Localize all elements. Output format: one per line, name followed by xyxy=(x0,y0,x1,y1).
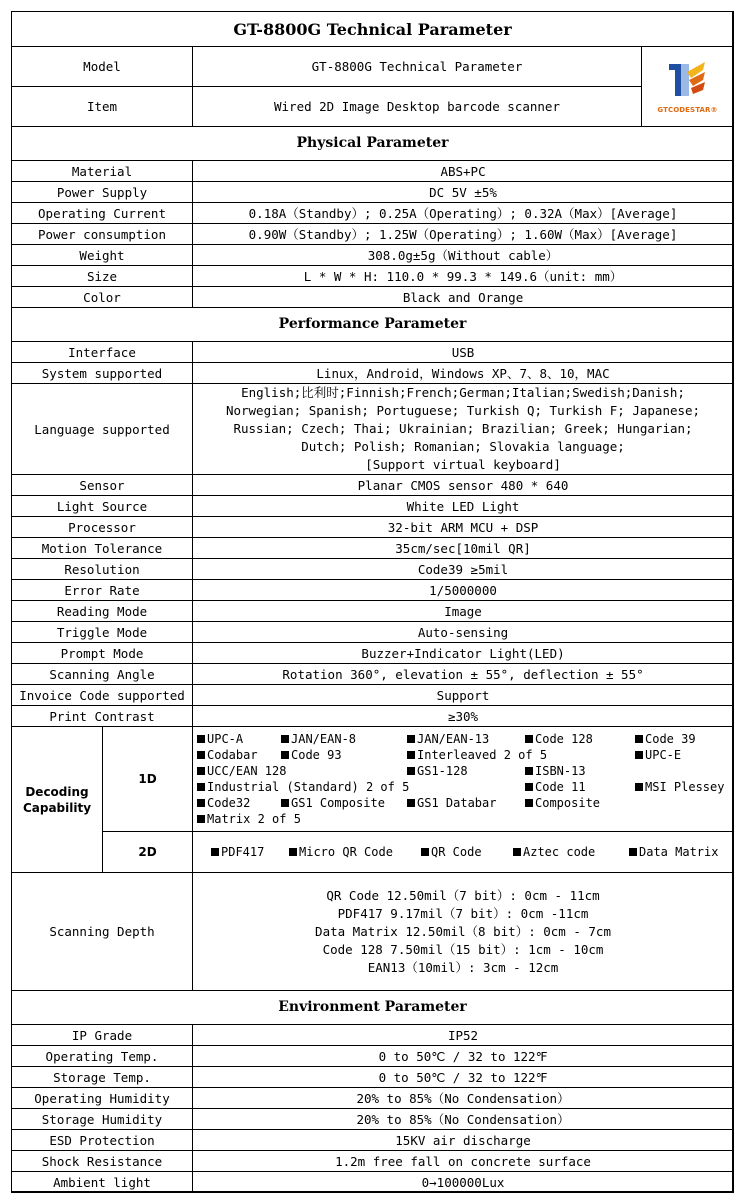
code-2d-item: Micro QR Code xyxy=(289,843,393,861)
row-value: 1.2m free fall on concrete surface xyxy=(193,1151,734,1172)
item-value: Wired 2D Image Desktop barcode scanner xyxy=(193,87,642,127)
row-label: Sensor xyxy=(12,475,193,496)
decoding-label: Decoding Capability xyxy=(12,727,103,873)
row-value: Code39 ≥5mil xyxy=(193,559,734,580)
depth-line: PDF417 9.17mil（7 bit）: 0cm -11cm xyxy=(337,905,589,921)
code-2d-item: PDF417 xyxy=(211,843,264,861)
language-label: Language supported xyxy=(12,384,193,475)
model-label: Model xyxy=(12,47,193,87)
row-label: Weight xyxy=(12,245,193,266)
model-value: GT-8800G Technical Parameter xyxy=(193,47,642,87)
code-1d-item: GS1-128 xyxy=(407,763,468,779)
language-line: [Support virtual keyboard] xyxy=(365,457,561,472)
code-1d-item: GS1 Composite xyxy=(281,795,385,811)
code-1d-item: UPC-E xyxy=(635,747,681,763)
row-value: DC 5V ±5% xyxy=(193,182,734,203)
row-label: Operating Current xyxy=(12,203,193,224)
language-line: English;比利时;Finnish;French;German;Italian;Swedish;Danish; xyxy=(241,385,685,400)
row-value: 308.0g±5g（Without cable） xyxy=(193,245,734,266)
interface-value: USB xyxy=(193,342,734,363)
row-label: Motion Tolerance xyxy=(12,538,193,559)
row-value: Buzzer+Indicator Light(LED) xyxy=(193,643,734,664)
code-1d-item: JAN/EAN-8 xyxy=(281,731,356,747)
row-value: L * W * H: 110.0 * 99.3 * 149.6（unit: mm） xyxy=(193,266,734,287)
row-value: ABS+PC xyxy=(193,161,734,182)
row-label: Processor xyxy=(12,517,193,538)
row-value: 20% to 85%（No Condensation） xyxy=(193,1088,734,1109)
row-label: Shock Resistance xyxy=(12,1151,193,1172)
row-value: 0 to 50℃ / 32 to 122℉ xyxy=(193,1046,734,1067)
row-label: Print Contrast xyxy=(12,706,193,727)
decoding-1d-label: 1D xyxy=(103,727,193,832)
row-label: Operating Humidity xyxy=(12,1088,193,1109)
code-1d-item: GS1 Databar xyxy=(407,795,496,811)
row-label: ESD Protection xyxy=(12,1130,193,1151)
row-label: Size xyxy=(12,266,193,287)
row-label: Storage Temp. xyxy=(12,1067,193,1088)
depth-line: Code 128 7.50mil（15 bit）: 1cm - 10cm xyxy=(322,941,604,957)
row-label: Scanning Angle xyxy=(12,664,193,685)
row-label: Light Source xyxy=(12,496,193,517)
interface-label: Interface xyxy=(12,342,193,363)
row-value: Auto-sensing xyxy=(193,622,734,643)
row-value: ≥30% xyxy=(193,706,734,727)
environment-heading: Environment Parameter xyxy=(12,991,734,1025)
depth-line: Data Matrix 12.50mil（8 bit）: 0cm - 7cm xyxy=(315,923,611,939)
code-1d-item: MSI Plessey xyxy=(635,779,724,795)
row-label: Operating Temp. xyxy=(12,1046,193,1067)
code-2d-item: QR Code xyxy=(421,843,482,861)
logo-wordmark: GTCODESTAR® xyxy=(657,105,718,114)
language-line: Dutch; Polish; Romanian; Slovakia language; xyxy=(301,439,625,454)
code-2d-item: Data Matrix xyxy=(629,843,718,861)
decoding-2d-label: 2D xyxy=(103,832,193,873)
system-value: Linux，Android，Windows XP、7、8、10，MAC xyxy=(193,363,734,384)
depth-label: Scanning Depth xyxy=(12,873,193,991)
row-value: 0→100000Lux xyxy=(193,1172,734,1193)
language-line: Russian; Czech; Thai; Ukrainian; Brazilian; Greek; Hungarian; xyxy=(233,421,693,436)
row-value: 0 to 50℃ / 32 to 122℉ xyxy=(193,1067,734,1088)
code-1d-item: Interleaved 2 of 5 xyxy=(407,747,547,763)
page-title: GT-8800G Technical Parameter xyxy=(12,12,734,47)
code-2d-item: Aztec code xyxy=(513,843,595,861)
row-value: 20% to 85%（No Condensation） xyxy=(193,1109,734,1130)
row-label: IP Grade xyxy=(12,1025,193,1046)
code-1d-item: Code 128 xyxy=(525,731,593,747)
row-value: 1/5000000 xyxy=(193,580,734,601)
row-value: 35cm/sec[10mil QR] xyxy=(193,538,734,559)
code-1d-item: Code 11 xyxy=(525,779,586,795)
row-value: Black and Orange xyxy=(193,287,734,308)
row-label: Ambient light xyxy=(12,1172,193,1193)
row-label: Resolution xyxy=(12,559,193,580)
code-1d-item: Matrix 2 of 5 xyxy=(197,811,301,827)
code-1d-item: UPC-A xyxy=(197,731,243,747)
code-1d-item: UCC/EAN 128 xyxy=(197,763,286,779)
row-label: Power consumption xyxy=(12,224,193,245)
code-1d-item: Code 39 xyxy=(635,731,696,747)
code-1d-item: ISBN-13 xyxy=(525,763,586,779)
row-label: Power Supply xyxy=(12,182,193,203)
row-value: IP52 xyxy=(193,1025,734,1046)
language-line: Norwegian; Spanish; Portuguese; Turkish Q; Turkish F; Japanese; xyxy=(225,403,701,418)
item-label: Item xyxy=(12,87,193,127)
row-value: 15KV air discharge xyxy=(193,1130,734,1151)
depth-line: QR Code 12.50mil（7 bit）: 0cm - 11cm xyxy=(326,887,600,903)
code-1d-item: Codabar xyxy=(197,747,258,763)
row-label: Material xyxy=(12,161,193,182)
depth-line: EAN13（10mil）: 3cm - 12cm xyxy=(367,959,559,975)
row-value: Rotation 360°, elevation ± 55°, deflection ± 55° xyxy=(193,664,734,685)
outer-frame xyxy=(11,11,733,1192)
row-value: 32-bit ARM MCU + DSP xyxy=(193,517,734,538)
row-value: Planar CMOS sensor 480 * 640 xyxy=(193,475,734,496)
row-label: Error Rate xyxy=(12,580,193,601)
row-label: Reading Mode xyxy=(12,601,193,622)
code-1d-item: Code 93 xyxy=(281,747,342,763)
code-1d-item: Composite xyxy=(525,795,600,811)
code-1d-item: Code32 xyxy=(197,795,250,811)
row-value: 0.18A（Standby）; 0.25A（Operating）; 0.32A（Max）[Average] xyxy=(193,203,734,224)
row-value: Support xyxy=(193,685,734,706)
row-value: White LED Light xyxy=(193,496,734,517)
system-label: System supported xyxy=(12,363,193,384)
performance-heading: Performance Parameter xyxy=(12,308,734,342)
row-label: Prompt Mode xyxy=(12,643,193,664)
code-1d-item: JAN/EAN-13 xyxy=(407,731,489,747)
row-label: Triggle Mode xyxy=(12,622,193,643)
row-label: Storage Humidity xyxy=(12,1109,193,1130)
row-label: Invoice Code supported xyxy=(12,685,193,706)
row-value: Image xyxy=(193,601,734,622)
row-label: Color xyxy=(12,287,193,308)
physical-heading: Physical Parameter xyxy=(12,127,734,161)
row-value: 0.90W（Standby）; 1.25W（Operating）; 1.60W（Max）[Average] xyxy=(193,224,734,245)
code-1d-item: Industrial (Standard) 2 of 5 xyxy=(197,779,409,795)
